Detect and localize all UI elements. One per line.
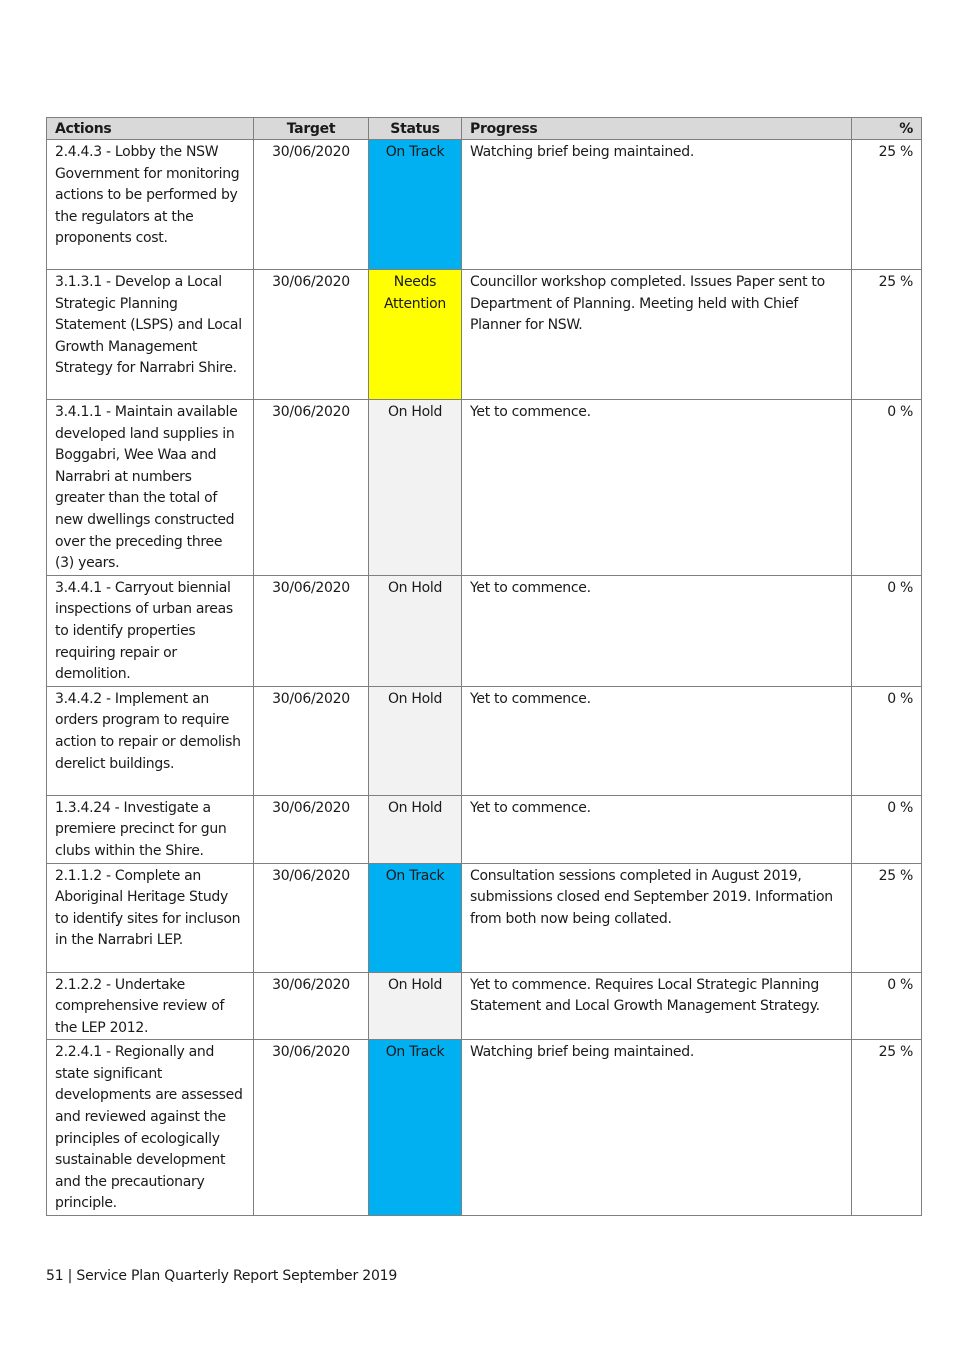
action-cell: 2.2.4.1 - Regionally and state significant developments are assessed and reviewed against the principles of ecologically sustainable development and the precautionary principle.: [47, 1040, 254, 1216]
status-cell: On Track: [369, 863, 462, 972]
table-row: [47, 270, 922, 400]
status-cell: Needs Attention: [369, 270, 462, 400]
status-cell: On Track: [369, 140, 462, 270]
action-cell: 3.4.1.1 - Maintain available developed land supplies in Boggabri, Wee Waa and Narrabri at numbers greater than the total of new dwellings constructed over the preceding three (3) years.: [47, 400, 254, 576]
status-cell: On Track: [369, 1040, 462, 1216]
target-date-cell: 30/06/2020: [254, 972, 369, 1040]
table-row: [47, 686, 922, 795]
progress-cell: Councillor workshop completed. Issues Paper sent to Department of Planning. Meeting held with Chief Planner for NSW.: [462, 270, 852, 400]
target-date-cell: 30/06/2020: [254, 1040, 369, 1216]
percent-cell: 25 %: [852, 140, 922, 270]
column-header-status: Status: [369, 118, 462, 140]
action-cell: 2.1.2.2 - Undertake comprehensive review of the LEP 2012.: [47, 972, 254, 1040]
target-date-cell: 30/06/2020: [254, 400, 369, 576]
progress-cell: Watching brief being maintained.: [462, 1040, 852, 1216]
action-cell: 3.1.3.1 - Develop a Local Strategic Planning Statement (LSPS) and Local Growth Management Strategy for Narrabri Shire.: [47, 270, 254, 400]
status-cell: On Hold: [369, 400, 462, 576]
column-header-actions: Actions: [47, 118, 254, 140]
progress-cell: Yet to commence.: [462, 686, 852, 795]
status-cell: On Hold: [369, 575, 462, 686]
progress-cell: Watching brief being maintained.: [462, 140, 852, 270]
action-cell: 2.1.1.2 - Complete an Aboriginal Heritage Study to identify sites for incluson in the Narrabri LEP.: [47, 863, 254, 972]
status-cell: On Hold: [369, 972, 462, 1040]
target-date-cell: 30/06/2020: [254, 575, 369, 686]
percent-cell: 25 %: [852, 1040, 922, 1216]
action-cell: 1.3.4.24 - Investigate a premiere precinct for gun clubs within the Shire.: [47, 795, 254, 863]
progress-cell: Yet to commence.: [462, 795, 852, 863]
table-row: [47, 863, 922, 972]
target-date-cell: 30/06/2020: [254, 686, 369, 795]
action-cell: 3.4.4.1 - Carryout biennial inspections of urban areas to identify properties requiring repair or demolition.: [47, 575, 254, 686]
column-header-progress: Progress: [462, 118, 852, 140]
percent-cell: 0 %: [852, 972, 922, 1040]
target-date-cell: 30/06/2020: [254, 863, 369, 972]
percent-cell: 0 %: [852, 795, 922, 863]
progress-cell: Consultation sessions completed in August 2019, submissions closed end September 2019. Information from both now being collated.: [462, 863, 852, 972]
action-cell: 3.4.4.2 - Implement an orders program to require action to repair or demolish derelict buildings.: [47, 686, 254, 795]
progress-cell: Yet to commence. Requires Local Strategic Planning Statement and Local Growth Management Strategy.: [462, 972, 852, 1040]
column-header-percent: %: [852, 118, 922, 140]
target-date-cell: 30/06/2020: [254, 795, 369, 863]
table-header-row: [47, 118, 922, 140]
percent-cell: 0 %: [852, 686, 922, 795]
action-cell: 2.4.4.3 - Lobby the NSW Government for monitoring actions to be performed by the regulators at the proponents cost.: [47, 140, 254, 270]
progress-cell: Yet to commence.: [462, 575, 852, 686]
table-row: [47, 575, 922, 686]
target-date-cell: 30/06/2020: [254, 270, 369, 400]
table-row: [47, 795, 922, 863]
table-row: [47, 400, 922, 576]
percent-cell: 0 %: [852, 575, 922, 686]
actions-table: [46, 117, 922, 1216]
page-footer: 51 | Service Plan Quarterly Report September 2019: [46, 1268, 398, 1284]
status-cell: On Hold: [369, 795, 462, 863]
progress-cell: Yet to commence.: [462, 400, 852, 576]
column-header-target: Target: [254, 118, 369, 140]
percent-cell: 0 %: [852, 400, 922, 576]
percent-cell: 25 %: [852, 863, 922, 972]
target-date-cell: 30/06/2020: [254, 140, 369, 270]
table-row: [47, 1040, 922, 1216]
table-row: [47, 140, 922, 270]
percent-cell: 25 %: [852, 270, 922, 400]
status-cell: On Hold: [369, 686, 462, 795]
table-row: [47, 972, 922, 1040]
